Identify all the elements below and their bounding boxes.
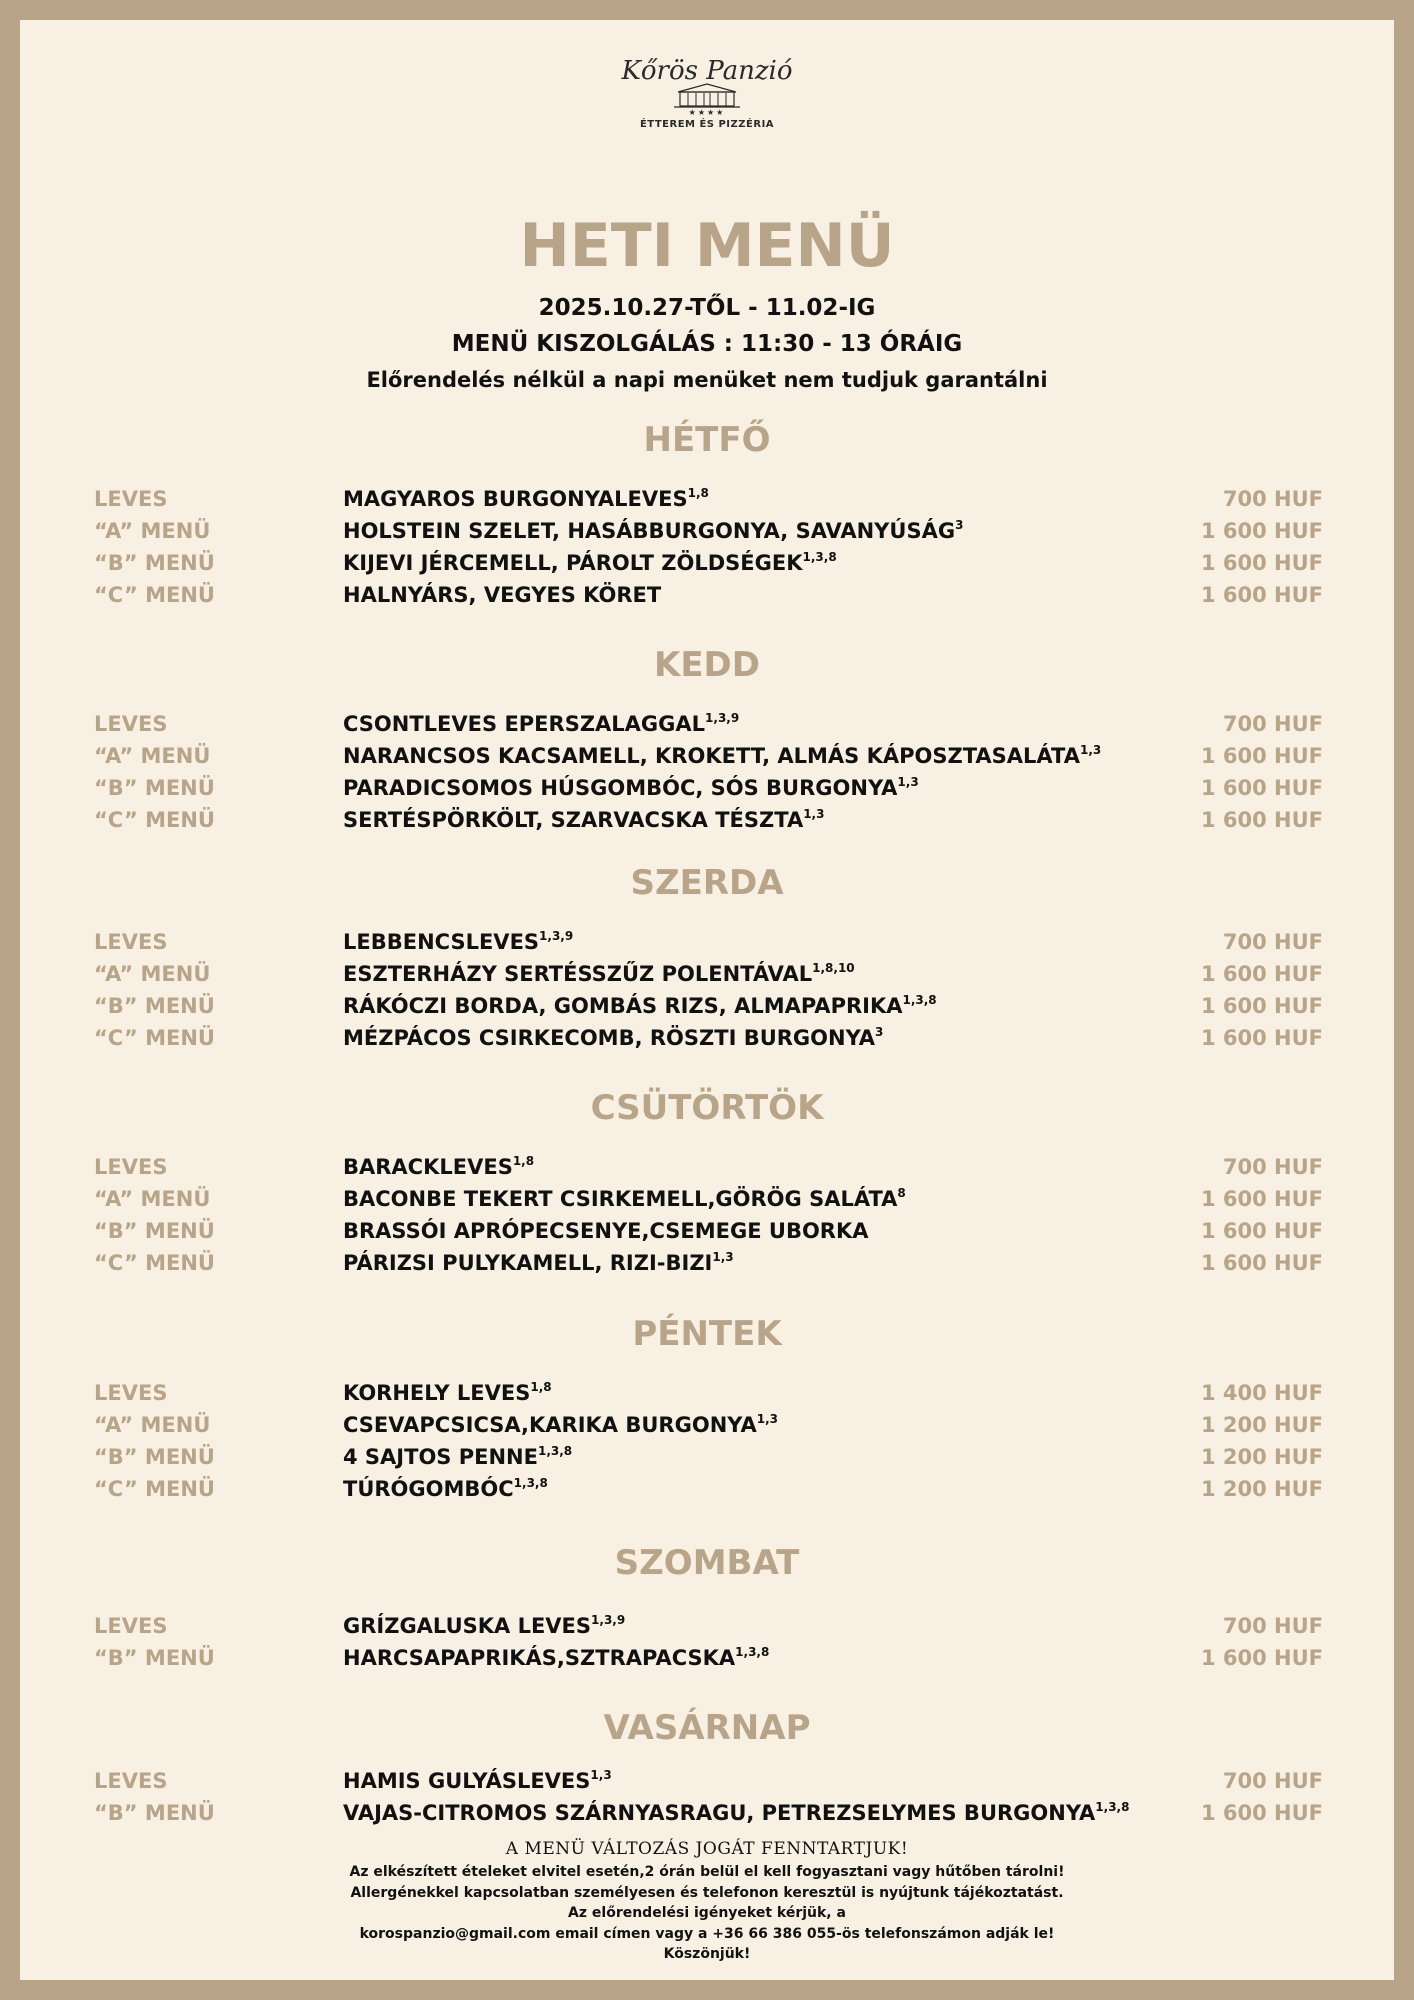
menu-category: “B” MENÜ	[94, 776, 215, 800]
menu-row	[20, 1152, 1394, 1182]
allergen-codes: 1,3	[803, 807, 825, 821]
menu-row	[20, 927, 1394, 957]
allergen-codes: 1,8	[512, 1154, 535, 1168]
footer-title: A MENÜ VÁLTOZÁS JOGÁT FENNTARTJUK!	[505, 1839, 909, 1859]
price: 700 HUF	[1222, 1614, 1323, 1638]
allergen-codes: 3	[875, 1025, 884, 1039]
menu-row	[20, 1643, 1394, 1673]
day-title: VASÁRNAP	[603, 1708, 811, 1748]
allergen-codes: 1,3,8	[1095, 1800, 1130, 1814]
dish-name	[343, 991, 937, 1021]
day-title: CSÜTÖRTÖK	[590, 1088, 824, 1128]
menu-row	[20, 484, 1394, 514]
dish-name	[343, 484, 709, 514]
dish-name	[343, 1442, 572, 1472]
dish-text: PÁRIZSI PULYKAMELL, RIZI-BIZI	[343, 1251, 713, 1275]
allergen-codes: 1,3,9	[539, 929, 574, 943]
dish-name	[343, 1474, 548, 1504]
price: 1 600 HUF	[1200, 519, 1323, 543]
price: 1 600 HUF	[1200, 1801, 1323, 1825]
allergen-codes: 1,3	[712, 1250, 734, 1264]
dish-name	[343, 1152, 534, 1182]
dish-text: RÁKÓCZI BORDA, GOMBÁS RIZS, ALMAPAPRIKA	[343, 994, 903, 1018]
menu-row	[20, 1023, 1394, 1053]
menu-category: “C” MENÜ	[94, 1026, 215, 1050]
menu-category: LEVES	[94, 1381, 168, 1405]
allergen-codes: 1,8,10	[812, 961, 855, 975]
allergen-codes: 1,3	[590, 1768, 612, 1782]
dish-name	[343, 773, 919, 803]
dish-text: ESZTERHÁZY SERTÉSSZŰZ POLENTÁVAL	[343, 962, 813, 986]
menu-category: “A” MENÜ	[94, 1413, 211, 1437]
dish-text: MÉZPÁCOS CSIRKECOMB, RÖSZTI BURGONYA	[343, 1026, 876, 1050]
menu-row	[20, 580, 1394, 610]
price: 1 600 HUF	[1200, 994, 1323, 1018]
allergen-codes: 1,3,9	[705, 711, 740, 725]
menu-row	[20, 805, 1394, 835]
menu-category: “B” MENÜ	[94, 1445, 215, 1469]
dish-name	[343, 1611, 625, 1641]
logo-stars: ★★★★	[688, 108, 726, 117]
price: 1 200 HUF	[1200, 1445, 1323, 1469]
menu-category: “B” MENÜ	[94, 1801, 215, 1825]
menu-row	[20, 1798, 1394, 1828]
menu-category: LEVES	[94, 1614, 168, 1638]
allergen-codes: 1,3	[897, 775, 919, 789]
allergen-codes: 1,8	[530, 1380, 552, 1394]
dish-text: HALNYÁRS, VEGYES KÖRET	[343, 583, 662, 607]
allergen-codes: 1,3,9	[591, 1613, 626, 1627]
menu-row	[20, 548, 1394, 578]
menu-row	[20, 773, 1394, 803]
menu-row	[20, 1378, 1394, 1408]
menu-category: LEVES	[94, 930, 168, 954]
menu-row	[20, 1184, 1394, 1214]
allergen-codes: 1,3	[756, 1412, 778, 1426]
dish-text: KIJEVI JÉRCEMELL, PÁROLT ZÖLDSÉGEK	[343, 551, 803, 575]
price: 1 600 HUF	[1200, 1187, 1323, 1211]
price: 1 600 HUF	[1200, 744, 1323, 768]
menu-category: LEVES	[94, 712, 168, 736]
menu-category: “A” MENÜ	[94, 744, 211, 768]
price: 1 600 HUF	[1200, 1026, 1323, 1050]
menu-page	[20, 20, 1394, 1980]
price: 1 600 HUF	[1200, 1219, 1323, 1243]
menu-category: LEVES	[94, 1769, 168, 1793]
dish-text: CSONTLEVES EPERSZALAGGAL	[343, 712, 706, 736]
allergen-codes: 1,8	[687, 486, 709, 500]
dish-text: BARACKLEVES	[343, 1155, 513, 1179]
allergen-codes: 8	[897, 1186, 906, 1200]
dish-name	[343, 1766, 612, 1796]
menu-category: “B” MENÜ	[94, 1219, 215, 1243]
footer	[20, 1836, 1394, 1965]
menu-category: “A” MENÜ	[94, 1187, 211, 1211]
menu-category: “B” MENÜ	[94, 1646, 215, 1670]
date-range: 2025.10.27-TŐL - 11.02-IG	[538, 295, 876, 321]
logo	[20, 56, 1394, 132]
footer-line: Allergénekkel kapcsolatban személyesen és telefonon keresztül is nyújtunk tájékoztatást.	[350, 1884, 1064, 1901]
menu-row	[20, 516, 1394, 546]
dish-name	[343, 580, 661, 610]
dish-name	[343, 1248, 734, 1278]
menu-category: “B” MENÜ	[94, 994, 215, 1018]
dish-name	[343, 1410, 778, 1440]
dish-text: HOLSTEIN SZELET, HASÁBBURGONYA, SAVANYÚSÁG	[343, 519, 956, 543]
menu-row	[20, 1442, 1394, 1472]
dish-name	[343, 548, 837, 578]
day-title: PÉNTEK	[632, 1314, 782, 1354]
menu-category: “A” MENÜ	[94, 962, 211, 986]
menu-row	[20, 1766, 1394, 1796]
dish-text: HAMIS GULYÁSLEVES	[343, 1769, 591, 1793]
price: 1 600 HUF	[1200, 1646, 1323, 1670]
dish-text: LEBBENCSLEVES	[343, 930, 540, 954]
price: 1 200 HUF	[1200, 1477, 1323, 1501]
footer-email-line: korospanzio@gmail.com email címen vagy a +36 66 386 055-ös telefonszámon adják le!	[359, 1925, 1055, 1942]
menu-row	[20, 741, 1394, 771]
dish-text: CSEVAPCSICSA,KARIKA BURGONYA	[343, 1413, 757, 1437]
price: 1 400 HUF	[1200, 1381, 1323, 1405]
day-title: SZERDA	[630, 863, 784, 903]
dish-name	[343, 1798, 1129, 1828]
allergen-codes: 1,3,8	[735, 1645, 770, 1659]
price: 1 600 HUF	[1200, 808, 1323, 832]
price: 700 HUF	[1222, 930, 1323, 954]
dish-text: BRASSÓI APRÓPECSENYE,CSEMEGE UBORKA	[343, 1219, 869, 1243]
dish-text: TÚRÓGOMBÓC	[343, 1477, 514, 1501]
allergen-codes: 3	[955, 518, 964, 532]
price: 1 200 HUF	[1200, 1413, 1323, 1437]
footer-thanks: Köszönjük!	[663, 1946, 751, 1962]
price: 1 600 HUF	[1200, 583, 1323, 607]
menu-category: “A” MENÜ	[94, 519, 211, 543]
page-title: HETI MENÜ	[519, 211, 895, 281]
menu-category: “C” MENÜ	[94, 808, 215, 832]
day-title: KEDD	[653, 645, 761, 685]
price: 700 HUF	[1222, 487, 1323, 511]
menu-row	[20, 1410, 1394, 1440]
menu-category: “B” MENÜ	[94, 551, 215, 575]
day-title: HÉTFŐ	[643, 420, 771, 460]
menu-row	[20, 991, 1394, 1021]
price: 700 HUF	[1222, 1769, 1323, 1793]
dish-name	[343, 709, 739, 739]
dish-name	[343, 1378, 552, 1408]
dish-name	[343, 1643, 769, 1673]
dish-name	[343, 516, 963, 546]
menu-category: LEVES	[94, 1155, 168, 1179]
menu-row	[20, 709, 1394, 739]
dish-text: VAJAS-CITROMOS SZÁRNYASRAGU, PETREZSELYMES BURGONYA	[343, 1801, 1096, 1825]
dish-text: GRÍZGALUSKA LEVES	[343, 1614, 592, 1638]
dish-text: SERTÉSPÖRKÖLT, SZARVACSKA TÉSZTA	[343, 808, 804, 832]
allergen-codes: 1,3,8	[537, 1444, 573, 1458]
menu-row	[20, 1248, 1394, 1278]
dish-text: MAGYAROS BURGONYALEVES	[343, 487, 688, 511]
dish-text: PARADICSOMOS HÚSGOMBÓC, SÓS BURGONYA	[343, 776, 898, 800]
dish-name	[343, 959, 855, 989]
menu-category: “C” MENÜ	[94, 1477, 215, 1501]
dish-text: KORHELY LEVES	[343, 1381, 531, 1405]
price: 1 600 HUF	[1200, 551, 1323, 575]
dish-name	[343, 805, 824, 835]
service-time: MENÜ KISZOLGÁLÁS : 11:30 - 13 ÓRÁIG	[451, 331, 963, 357]
dish-name	[343, 741, 1101, 771]
preorder-notice: Előrendelés nélkül a napi menüket nem tudjuk garantálni	[366, 368, 1048, 392]
menu-row	[20, 959, 1394, 989]
menu-category: “C” MENÜ	[94, 1251, 215, 1275]
menu-row	[20, 1611, 1394, 1641]
price: 1 600 HUF	[1200, 776, 1323, 800]
menu-row	[20, 1216, 1394, 1246]
price: 1 600 HUF	[1200, 962, 1323, 986]
allergen-codes: 1,3,8	[513, 1476, 548, 1490]
footer-line: Az elkészített ételeket elvitel esetén,2 órán belül el kell fogyasztani vagy hűtőben tárolni!	[349, 1864, 1065, 1880]
dish-text: HARCSAPAPRIKÁS,SZTRAPACSKA	[343, 1646, 736, 1670]
dish-text: BACONBE TEKERT CSIRKEMELL,GÖRÖG SALÁTA	[343, 1187, 898, 1211]
dish-name	[343, 927, 573, 957]
dish-name	[343, 1216, 869, 1246]
logo-script: Kőrös Panzió	[621, 56, 793, 86]
menu-row	[20, 1474, 1394, 1504]
price: 700 HUF	[1222, 1155, 1323, 1179]
dish-name	[343, 1023, 883, 1053]
dish-text: NARANCSOS KACSAMELL, KROKETT, ALMÁS KÁPOSZTASALÁTA	[343, 744, 1080, 768]
allergen-codes: 1,3,8	[902, 993, 937, 1007]
price: 1 600 HUF	[1200, 1251, 1323, 1275]
dish-text: 4 SAJTOS PENNE	[343, 1445, 538, 1469]
allergen-codes: 1,3,8	[802, 550, 837, 564]
footer-line: Az előrendelési igényeket kérjük, a	[568, 1905, 846, 1921]
menu-category: “C” MENÜ	[94, 583, 215, 607]
logo-subtitle: ÉTTEREM ÉS PIZZÉRIA	[639, 119, 775, 130]
allergen-codes: 1,3	[1080, 743, 1102, 757]
day-title: SZOMBAT	[614, 1543, 800, 1583]
menu-category: LEVES	[94, 487, 168, 511]
dish-name	[343, 1184, 906, 1214]
price: 700 HUF	[1222, 712, 1323, 736]
